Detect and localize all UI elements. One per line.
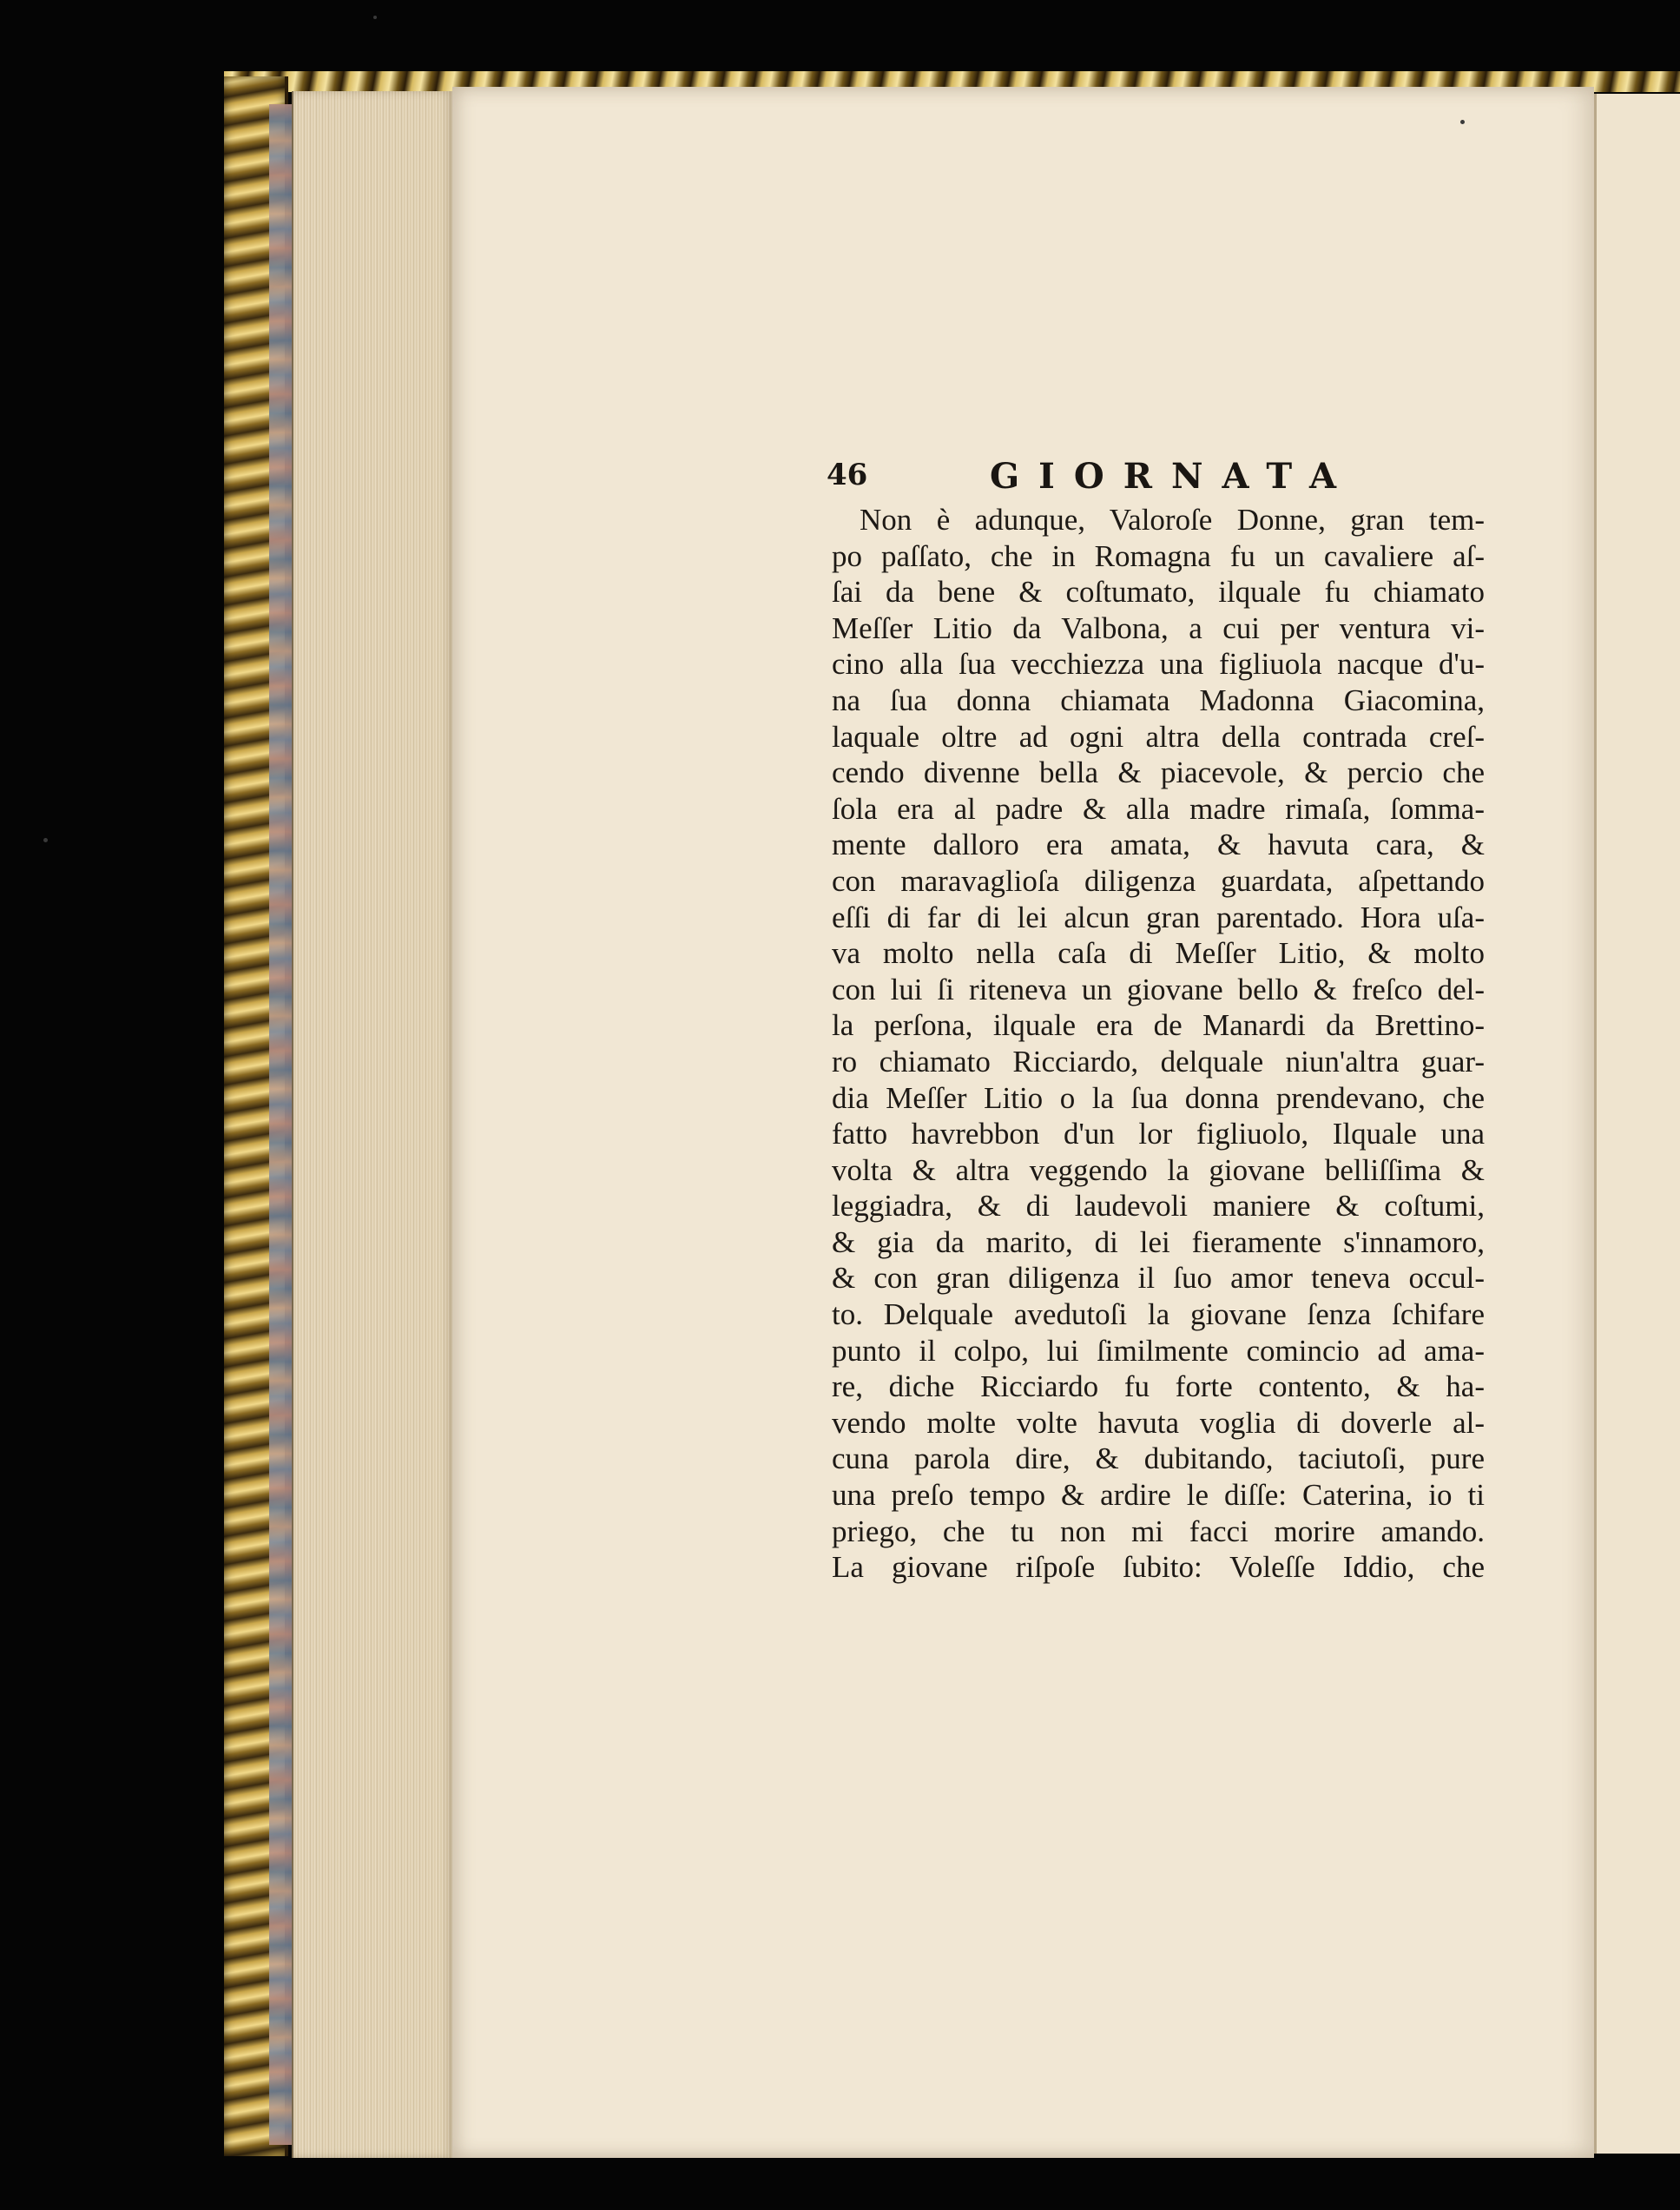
text-line: una preſo tempo & ardire le diſſe: Caterina, io ti: [832, 1478, 1485, 1513]
text-line: ro chiamato Ricciardo, delquale niun'altra guar-: [832, 1044, 1485, 1079]
text-line: punto il colpo, lui ſimilmente comincio ad ama-: [832, 1333, 1485, 1368]
text-line: vendo molte volte havuta voglia di doverle al-: [832, 1405, 1485, 1440]
facing-page-edge: [1594, 94, 1680, 2154]
text-line: mente dalloro era amata, & havuta cara, &: [832, 828, 1485, 862]
text-line: ſola era al padre & alla madre rimaſa, ſomma-: [832, 791, 1485, 826]
text-line: Non è adunque, Valoroſe Donne, gran tem-: [860, 503, 1485, 537]
dust-speck: [373, 16, 377, 19]
dust-speck: [1460, 120, 1465, 124]
dust-speck: [43, 838, 48, 842]
text-line: La giovane riſpoſe ſubito: Voleſſe Iddio, che: [832, 1550, 1485, 1585]
text-line: eſſi di far di lei alcun gran parentado. Hora uſa-: [832, 900, 1485, 934]
text-line: re, diche Ricciardo fu forte contento, & ha-: [832, 1369, 1485, 1404]
text-line: Meſſer Litio da Valbona, a cui per ventura vi-: [832, 610, 1485, 645]
text-line: cendo divenne bella & piacevole, & percio che: [832, 755, 1485, 790]
text-line: & gia da marito, di lei fieramente s'innamoro,: [832, 1224, 1485, 1259]
page-stack-edges: [292, 91, 454, 2158]
text-line: priego, che tu non mi facci morire amando.: [832, 1514, 1485, 1548]
text-line: con maravaglioſa diligenza guardata, aſpettando: [832, 863, 1485, 898]
body-text: [832, 502, 1485, 1586]
text-line: to. Delquale avedutoſi la giovane ſenza ſchifare: [832, 1297, 1485, 1332]
text-line: laquale oltre ad ogni altra della contrada creſ-: [832, 719, 1485, 754]
text-line: na ſua donna chiamata Madonna Giacomina,: [832, 683, 1485, 717]
text-line: cuna parola dire, & dubitando, taciutoſi, pure: [832, 1441, 1485, 1476]
text-line: dia Meſſer Litio o la ſua donna prendevano, che: [832, 1080, 1485, 1115]
text-line: ſai da bene & coſtumato, ilquale fu chiamato: [832, 575, 1485, 610]
text-line: po paſſato, che in Romagna fu un cavaliere aſ-: [832, 538, 1485, 573]
text-line: la perſona, ilquale era de Manardi da Brettino-: [832, 1008, 1485, 1043]
text-line: leggiadra, & di laudevoli maniere & coſtumi,: [832, 1189, 1485, 1224]
text-line: va molto nella caſa di Meſſer Litio, & molto: [832, 936, 1485, 971]
text-line: cino alla ſua vecchiezza una figliuola nacque d'u-: [832, 647, 1485, 682]
text-line: con lui ſi riteneva un giovane bello & freſco del-: [832, 972, 1485, 1006]
text-line: fatto havrebbon d'un lor figliuolo, Ilquale una: [832, 1117, 1485, 1151]
text-line: volta & altra veggendo la giovane belliſſima &: [832, 1152, 1485, 1187]
text-line: & con gran diligenza il ſuo amor teneva occul-: [832, 1261, 1485, 1296]
page-header: [827, 456, 1460, 508]
running-head: GIORNATA: [990, 456, 1355, 497]
page-number: 46: [827, 458, 868, 492]
marbled-edge: [269, 104, 293, 2145]
